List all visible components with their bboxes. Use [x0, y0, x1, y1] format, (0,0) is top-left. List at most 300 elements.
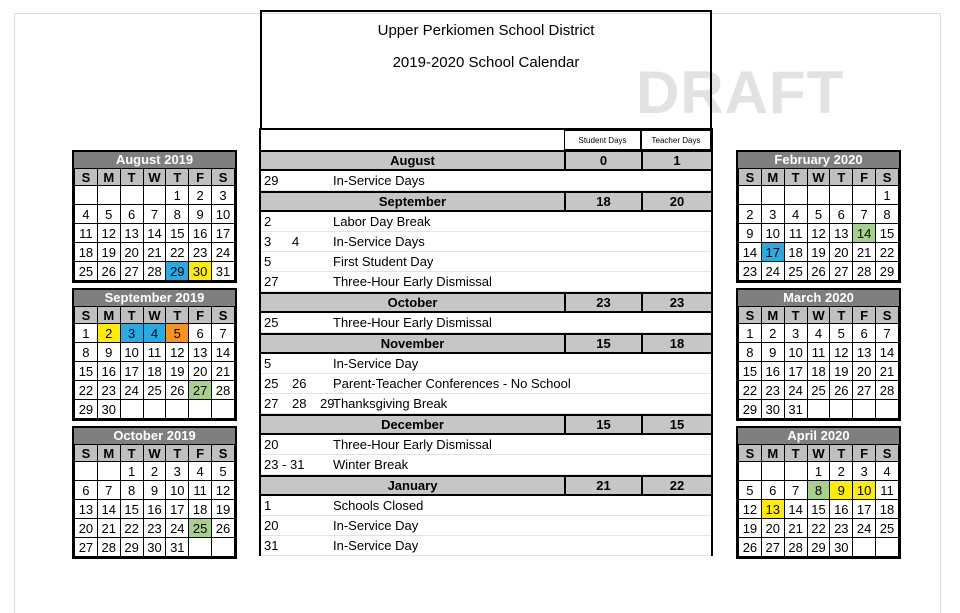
student-days-value: 15 [564, 335, 641, 352]
date-cell [212, 538, 235, 557]
event-label: Winter Break [333, 457, 409, 472]
date-cell: 7 [876, 324, 899, 343]
event-date: 1 [264, 498, 272, 513]
date-cell: 3 [853, 462, 876, 481]
date-cell [853, 538, 876, 557]
date-cell [143, 400, 166, 419]
date-cell: 2 [97, 324, 120, 343]
day-header-cell: F [189, 307, 212, 324]
date-cell: 24 [166, 519, 189, 538]
date-cell: 13 [75, 500, 98, 519]
day-header-cell: S [739, 169, 762, 186]
mini-calendar-august-2019 [72, 150, 237, 283]
day-header-cell: S [876, 445, 899, 462]
week-row [739, 400, 899, 419]
student-days-value: 23 [564, 294, 641, 311]
event-dates [261, 354, 333, 373]
mini-calendar-grid [738, 168, 899, 281]
title-box [260, 10, 712, 128]
event-dates [261, 496, 333, 515]
event-date: 25 [264, 376, 279, 391]
date-cell: 23 [761, 381, 784, 400]
date-cell: 19 [166, 362, 189, 381]
day-header-cell: W [143, 445, 166, 462]
event-row [261, 496, 711, 516]
date-cell: 17 [212, 224, 235, 243]
month-name: October [387, 295, 438, 310]
week-row [75, 324, 235, 343]
date-cell: 4 [189, 462, 212, 481]
day-header-cell: S [75, 169, 98, 186]
day-header-cell: F [189, 445, 212, 462]
week-row [75, 462, 235, 481]
day-header-cell: S [75, 445, 98, 462]
event-date: 31 [264, 538, 279, 553]
date-cell: 22 [166, 243, 189, 262]
day-header-cell: F [853, 169, 876, 186]
date-cell: 10 [120, 343, 143, 362]
date-cell: 12 [97, 224, 120, 243]
day-header-cell: T [166, 169, 189, 186]
event-date: 3 [264, 234, 272, 249]
date-cell: 30 [97, 400, 120, 419]
month-row [261, 150, 711, 171]
day-header-row [75, 307, 235, 324]
date-cell: 14 [212, 343, 235, 362]
event-date: 23 - 31 [264, 457, 305, 472]
mini-calendar-grid [74, 444, 235, 557]
day-header-cell: T [784, 445, 807, 462]
event-label: Thanksgiving Break [333, 396, 448, 411]
date-cell: 2 [189, 186, 212, 205]
date-cell: 3 [166, 462, 189, 481]
date-cell: 22 [739, 381, 762, 400]
date-cell: 20 [761, 519, 784, 538]
event-date: 25 [264, 315, 279, 330]
date-cell: 27 [75, 538, 98, 557]
date-cell [761, 462, 784, 481]
date-cell: 14 [739, 243, 762, 262]
month-row [261, 191, 711, 212]
student-days-value: 21 [564, 477, 641, 494]
date-cell: 4 [75, 205, 98, 224]
date-cell: 19 [830, 362, 853, 381]
date-cell: 14 [143, 224, 166, 243]
event-date: 20 [264, 437, 279, 452]
date-cell: 22 [75, 381, 98, 400]
date-cell: 25 [807, 381, 830, 400]
event-dates [261, 272, 333, 291]
date-cell: 25 [189, 519, 212, 538]
day-header-cell: M [97, 445, 120, 462]
teacher-days-value: 20 [641, 193, 711, 210]
date-cell: 9 [761, 343, 784, 362]
date-cell: 23 [97, 381, 120, 400]
day-header-cell: T [120, 445, 143, 462]
teacher-days-column-header: Teacher Days [641, 130, 711, 150]
date-cell: 19 [212, 500, 235, 519]
date-cell: 8 [120, 481, 143, 500]
date-cell: 29 [876, 262, 899, 281]
date-cell: 10 [853, 481, 876, 500]
date-cell: 27 [830, 262, 853, 281]
date-cell: 18 [189, 500, 212, 519]
date-cell: 16 [143, 500, 166, 519]
mini-calendar-title: February 2020 [738, 152, 899, 168]
day-header-cell: W [807, 169, 830, 186]
date-cell: 5 [830, 324, 853, 343]
day-header-cell: W [807, 307, 830, 324]
date-cell: 14 [784, 500, 807, 519]
day-header-cell: M [761, 307, 784, 324]
date-cell: 14 [876, 343, 899, 362]
date-cell: 15 [120, 500, 143, 519]
day-header-cell: F [853, 445, 876, 462]
day-header-cell: M [97, 307, 120, 324]
mini-calendar-grid [74, 168, 235, 281]
day-header-cell: T [120, 307, 143, 324]
event-date: 4 [292, 234, 300, 249]
date-cell: 21 [876, 362, 899, 381]
date-cell: 29 [75, 400, 98, 419]
date-cell: 31 [166, 538, 189, 557]
month-name: August [390, 153, 435, 168]
mini-calendar-march-2020 [736, 288, 901, 421]
day-header-cell: F [853, 307, 876, 324]
date-cell [784, 186, 807, 205]
district-title: Upper Perkiomen School District [377, 22, 595, 39]
date-cell: 11 [784, 224, 807, 243]
date-cell: 11 [189, 481, 212, 500]
date-cell: 4 [784, 205, 807, 224]
date-cell: 17 [761, 243, 784, 262]
date-cell: 21 [853, 243, 876, 262]
mini-calendar-april-2020 [736, 426, 901, 559]
date-cell: 4 [143, 324, 166, 343]
week-row [739, 186, 899, 205]
day-header-row [739, 169, 899, 186]
day-header-cell: W [143, 169, 166, 186]
event-date: 20 [264, 518, 279, 533]
date-cell: 4 [876, 462, 899, 481]
event-row [261, 252, 711, 272]
date-cell: 28 [784, 538, 807, 557]
month-row [261, 414, 711, 435]
day-header-cell: T [830, 307, 853, 324]
date-cell: 3 [120, 324, 143, 343]
week-row [739, 343, 899, 362]
week-row [739, 481, 899, 500]
date-cell: 26 [830, 381, 853, 400]
mini-calendar-title: October 2019 [74, 428, 235, 444]
mini-calendar-september-2019 [72, 288, 237, 421]
date-cell: 13 [853, 343, 876, 362]
date-cell: 13 [830, 224, 853, 243]
event-row [261, 313, 711, 333]
week-row [75, 381, 235, 400]
week-row [739, 243, 899, 262]
date-cell: 6 [761, 481, 784, 500]
date-cell: 22 [876, 243, 899, 262]
mini-calendar-grid [738, 444, 899, 557]
date-cell: 27 [853, 381, 876, 400]
date-cell: 2 [143, 462, 166, 481]
date-cell: 22 [807, 519, 830, 538]
teacher-days-value: 1 [641, 152, 711, 169]
event-date: 5 [264, 254, 272, 269]
date-cell [97, 186, 120, 205]
week-row [75, 538, 235, 557]
date-cell: 13 [189, 343, 212, 362]
date-cell: 9 [189, 205, 212, 224]
date-cell: 10 [212, 205, 235, 224]
mini-calendar-grid [74, 306, 235, 419]
event-date: 2 [264, 214, 272, 229]
mini-calendar-title: September 2019 [74, 290, 235, 306]
date-cell: 11 [143, 343, 166, 362]
date-cell: 24 [784, 381, 807, 400]
date-cell: 12 [166, 343, 189, 362]
event-row [261, 374, 711, 394]
event-dates [261, 455, 333, 474]
date-cell: 9 [830, 481, 853, 500]
date-cell: 28 [876, 381, 899, 400]
mini-calendar-title: March 2020 [738, 290, 899, 306]
date-cell: 27 [761, 538, 784, 557]
date-cell [120, 186, 143, 205]
event-dates [261, 232, 333, 251]
event-dates [261, 252, 333, 271]
mini-calendar-grid [738, 306, 899, 419]
week-row [75, 243, 235, 262]
event-label: In-Service Day [333, 538, 419, 553]
week-row [739, 462, 899, 481]
date-cell [97, 462, 120, 481]
date-cell [830, 186, 853, 205]
date-cell: 1 [120, 462, 143, 481]
date-cell [120, 400, 143, 419]
week-row [75, 224, 235, 243]
event-dates [261, 212, 333, 231]
month-name: November [380, 336, 445, 351]
date-cell: 17 [166, 500, 189, 519]
event-label: In-Service Day [333, 518, 419, 533]
date-cell: 17 [784, 362, 807, 381]
week-row [75, 262, 235, 281]
date-cell: 24 [212, 243, 235, 262]
date-cell: 7 [212, 324, 235, 343]
day-header-cell: T [784, 307, 807, 324]
student-days-value: 0 [564, 152, 641, 169]
date-cell: 20 [75, 519, 98, 538]
week-row [75, 481, 235, 500]
day-header-cell: S [75, 307, 98, 324]
date-cell: 12 [212, 481, 235, 500]
date-cell: 19 [807, 243, 830, 262]
calendar-year-title: 2019-2020 School Calendar [392, 54, 580, 71]
date-cell: 20 [830, 243, 853, 262]
day-header-cell: S [739, 445, 762, 462]
date-cell: 26 [807, 262, 830, 281]
date-cell: 15 [807, 500, 830, 519]
date-cell: 1 [75, 324, 98, 343]
date-cell: 11 [75, 224, 98, 243]
date-cell: 16 [97, 362, 120, 381]
date-cell: 25 [784, 262, 807, 281]
week-row [75, 362, 235, 381]
month-name: September [378, 194, 447, 209]
date-cell: 10 [166, 481, 189, 500]
event-label: First Student Day [333, 254, 434, 269]
date-cell: 27 [120, 262, 143, 281]
week-row [75, 500, 235, 519]
day-header-cell: W [143, 307, 166, 324]
date-cell [807, 400, 830, 419]
event-label: Three-Hour Early Dismissal [333, 437, 492, 452]
date-cell: 29 [120, 538, 143, 557]
date-cell: 23 [143, 519, 166, 538]
date-cell: 30 [761, 400, 784, 419]
mini-calendar-title: August 2019 [74, 152, 235, 168]
date-cell [830, 400, 853, 419]
date-cell: 19 [97, 243, 120, 262]
event-dates [261, 374, 333, 393]
week-row [739, 262, 899, 281]
date-cell: 15 [739, 362, 762, 381]
event-dates [261, 536, 333, 555]
date-cell: 5 [212, 462, 235, 481]
event-label: Schools Closed [333, 498, 424, 513]
date-cell: 11 [876, 481, 899, 500]
date-cell: 21 [143, 243, 166, 262]
date-cell [853, 186, 876, 205]
date-cell: 3 [784, 324, 807, 343]
date-cell: 31 [784, 400, 807, 419]
date-cell: 5 [166, 324, 189, 343]
event-label: Three-Hour Early Dismissal [333, 315, 492, 330]
date-cell: 7 [97, 481, 120, 500]
date-cell: 12 [830, 343, 853, 362]
date-cell: 28 [212, 381, 235, 400]
date-cell: 2 [761, 324, 784, 343]
date-cell: 2 [739, 205, 762, 224]
event-row [261, 232, 711, 252]
date-cell: 23 [739, 262, 762, 281]
date-cell: 6 [75, 481, 98, 500]
date-cell: 29 [739, 400, 762, 419]
event-label: In-Service Days [333, 234, 425, 249]
date-cell [75, 186, 98, 205]
day-header-cell: S [876, 169, 899, 186]
date-cell: 24 [761, 262, 784, 281]
date-cell: 16 [189, 224, 212, 243]
day-header-cell: T [830, 445, 853, 462]
date-cell: 5 [807, 205, 830, 224]
date-cell: 18 [143, 362, 166, 381]
day-header-cell: M [761, 445, 784, 462]
date-cell [876, 538, 899, 557]
draft-watermark: DRAFT [636, 59, 845, 126]
date-cell: 16 [830, 500, 853, 519]
date-cell: 8 [739, 343, 762, 362]
date-cell [75, 462, 98, 481]
date-cell [143, 186, 166, 205]
date-cell: 17 [853, 500, 876, 519]
date-cell: 15 [166, 224, 189, 243]
teacher-days-value: 15 [641, 416, 711, 433]
week-row [75, 186, 235, 205]
event-label: Labor Day Break [333, 214, 431, 229]
month-row [261, 292, 711, 313]
week-row [739, 500, 899, 519]
date-cell: 6 [120, 205, 143, 224]
mini-calendar-october-2019 [72, 426, 237, 559]
date-cell: 14 [853, 224, 876, 243]
summary-table-header-row [261, 128, 711, 150]
date-cell: 6 [853, 324, 876, 343]
event-label: In-Service Day [333, 356, 419, 371]
teacher-days-value: 18 [641, 335, 711, 352]
week-row [739, 224, 899, 243]
day-header-cell: S [212, 307, 235, 324]
day-header-cell: M [97, 169, 120, 186]
week-row [75, 400, 235, 419]
date-cell: 7 [853, 205, 876, 224]
date-cell: 8 [75, 343, 98, 362]
event-row [261, 354, 711, 374]
date-cell: 18 [784, 243, 807, 262]
day-header-cell: F [189, 169, 212, 186]
date-cell [739, 462, 762, 481]
day-header-cell: S [212, 445, 235, 462]
date-cell: 27 [189, 381, 212, 400]
event-row [261, 455, 711, 475]
day-header-cell: T [166, 445, 189, 462]
month-name: January [387, 478, 438, 493]
date-cell: 9 [739, 224, 762, 243]
date-cell: 11 [807, 343, 830, 362]
day-header-cell: T [830, 169, 853, 186]
event-label: In-Service Days [333, 173, 425, 188]
date-cell: 8 [876, 205, 899, 224]
date-cell: 18 [876, 500, 899, 519]
date-cell: 3 [212, 186, 235, 205]
event-dates [261, 435, 333, 454]
date-cell: 14 [97, 500, 120, 519]
date-cell: 21 [97, 519, 120, 538]
event-row [261, 536, 711, 556]
event-label: Parent-Teacher Conferences - No School [333, 376, 571, 391]
date-cell: 6 [830, 205, 853, 224]
date-cell: 29 [807, 538, 830, 557]
date-cell: 5 [97, 205, 120, 224]
event-row [261, 435, 711, 455]
event-row [261, 212, 711, 232]
day-header-row [75, 445, 235, 462]
date-cell: 22 [120, 519, 143, 538]
date-cell: 26 [166, 381, 189, 400]
day-header-cell: S [739, 307, 762, 324]
date-cell: 10 [761, 224, 784, 243]
teacher-days-value: 22 [641, 477, 711, 494]
date-cell: 2 [830, 462, 853, 481]
day-header-cell: W [807, 445, 830, 462]
event-dates [261, 171, 333, 190]
day-header-cell: T [166, 307, 189, 324]
week-row [739, 205, 899, 224]
date-cell: 26 [97, 262, 120, 281]
date-cell: 3 [761, 205, 784, 224]
